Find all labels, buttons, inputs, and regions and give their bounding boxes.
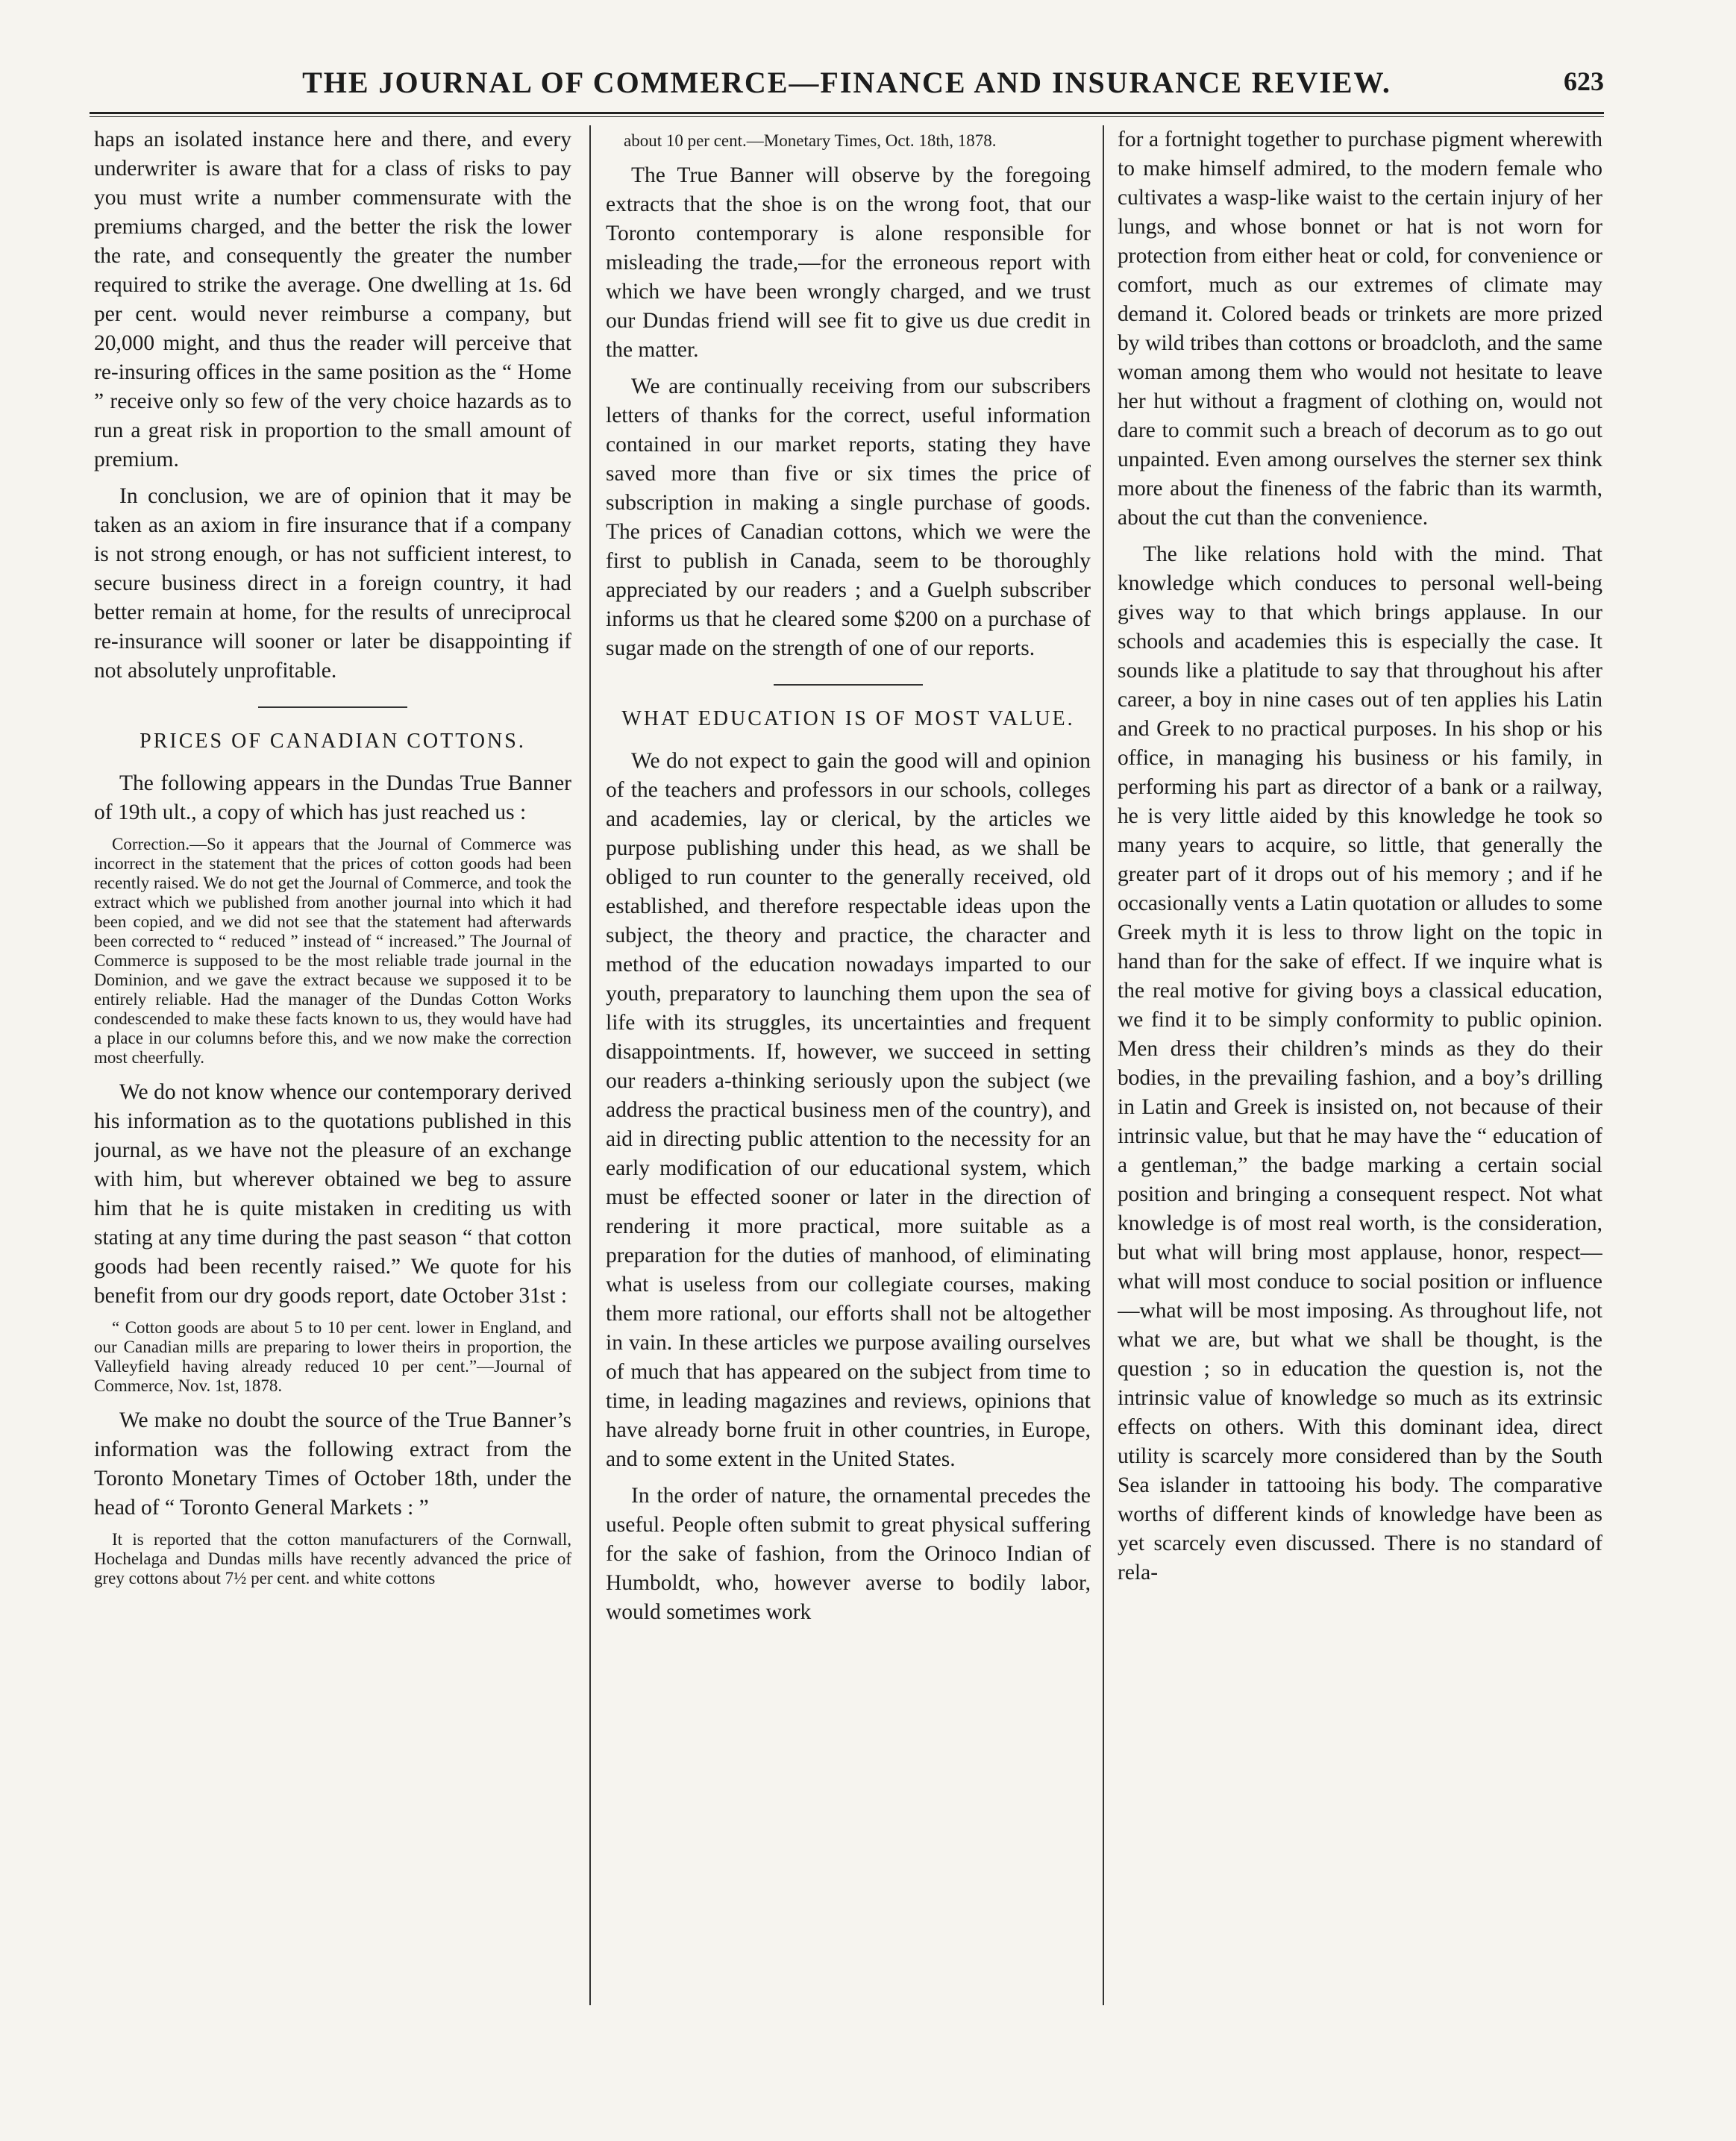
section-heading: PRICES OF CANADIAN COTTONS. xyxy=(140,730,526,753)
paragraph: The like relations hold with the mind. That knowledge which conduces to personal well-being gives way to that which brings applause. In our schools and academies this is especially the case. It sounds like a platitude to say that throughout his after career, a boy in nine cases out of ten applies his Latin and Greek to no practical purposes. In his shop or his office, in managing his business or his family, in performing his part as director of a bank or a railway, he is very little aided by this knowledge he took so many years to acquire, so little, that generally the greater part of it drops out of his memory ; and if he occasionally vents a Latin quotation or alludes to some Greek myth it is less to throw light on the topic in hand than for the sake of effect. If we inquire what is the real motive for giving boys a classical education, we find it to be simply conformity to public opinion. Men dress their children’s minds as they do their bodies, in the prevailing fashion, and a boy’s drilling in Latin and Greek is insisted on, not because of their intrinsic value, but that he may have the “ education of a gentleman,” the badge marking a certain social position and bringing a consequent respect. Not what knowledge is of most real worth, is the consideration, but what will bring most applause, honor, respect—what will most conduce to social position or influence—what will be most imposing. As throughout life, not what we are, but what we shall be thought, is the question ; so in education the question is, not the intrinsic value of knowledge so much as its extrinsic effects on others. With this dominant idea, direct utility is scarcely more considered than by the South Sea islander in tattooing his body. The comparative worths of different kinds of knowledge have been as yet scarcely even discussed. There is no standard of rela- xyxy=(1118,542,1602,1584)
column-middle xyxy=(606,125,1091,2035)
paragraph: The following appears in the Dundas True Banner of 19th ult., a copy of which has just reached us : xyxy=(94,771,571,824)
paragraph: We do not know whence our contemporary derived his information as to the quotations published in this journal, as we have not the pleasure of an exchange with him, but wherever obtained we beg to assure him that he is quite mistaken in crediting us with stating at any time during the past season “ that cotton goods had been recently raised.” We quote for his benefit from our dry goods report, date October 31st : xyxy=(94,1080,571,1308)
section-separator xyxy=(258,706,407,708)
column-divider xyxy=(1103,125,1104,2005)
header-rule-thin xyxy=(90,116,1604,117)
paragraph: The True Banner will observe by the foregoing extracts that the shoe is on the wrong foot, that our Toronto contemporary is alone responsible for misleading the trade,—for the erroneous report with which we have been wrongly charged, and we trust our Dundas friend will see fit to give us due credit in the matter. xyxy=(606,163,1091,362)
section-heading: WHAT EDUCATION IS OF MOST VALUE. xyxy=(621,707,1075,730)
header-rule xyxy=(90,112,1604,114)
column-divider xyxy=(589,125,591,2005)
journal-title: THE JOURNAL OF COMMERCE—FINANCE AND INSURANCE REVIEW. xyxy=(302,65,1391,99)
paragraph: for a fortnight together to purchase pigment wherewith to make himself admired, to the modern female who cultivates a wasp-like waist to the certain injury of her lungs, and whose bonnet or hat is not worn for protection from either heat or cold, for convenience or comfort, much as our extremes of climate may demand it. Colored beads or trinkets are more prized by wild tribes than cottons or broadcloth, and the same woman among them who would not hesitate to leave her hut without a fragment of clothing on, would not dare to commit such a breach of decorum as to go out unpainted. Even among ourselves the sterner sex think more about the fineness of the fabric than its warmth, about the cut than the convenience. xyxy=(1118,128,1602,530)
paragraph: We are continually receiving from our subscribers letters of thanks for the correct, useful information contained in our market reports, stating they have saved more than five or six times the price of subscription in making a single purchase of goods. The prices of Canadian cottons, which we were the first to publish in Canada, seem to be thoroughly appreciated by our readers ; and a Guelph subscriber informs us that he cleared some $200 on a purchase of sugar made on the strength of one of our reports. xyxy=(606,374,1091,660)
quoted-extract: It is reported that the cotton manufacturers of the Cornwall, Hochelaga and Dundas mills have recently advanced the price of grey cottons about 7½ per cent. and white cottons xyxy=(94,1530,571,1587)
column-right xyxy=(1118,125,1602,2035)
page-header xyxy=(90,52,1604,112)
quoted-extract: about 10 per cent.—Monetary Times, Oct. 18th, 1878. xyxy=(624,131,997,150)
paragraph: haps an isolated instance here and there, and every underwriter is aware that for a class of risks to pay you must write a number commensurate with the premiums charged, and the better the risk the lower the rate, and consequently the greater the number required to strike the average. One dwelling at 1s. 6d per cent. would never reimburse a company, but 20,000 might, and thus the reader will perceive that re-insuring offices in the same position as the “ Home ” receive only so few of the very choice hazards as to run a great risk in proportion to the small amount of premium. xyxy=(94,128,571,471)
paragraph: In conclusion, we are of opinion that it may be taken as an axiom in fire insurance that if a company is not strong enough, or has not sufficient interest, to secure business direct in a foreign country, it had better remain at home, for the results of unreciprocal re-insurance will sooner or later be disappointing if not absolutely unprofitable. xyxy=(94,484,571,683)
column-left xyxy=(94,125,571,2035)
paragraph: We do not expect to gain the good will and opinion of the teachers and professors in our schools, colleges and academies, lay or clerical, by the articles we purpose publishing under this head, as we shall be obliged to run counter to the generally received, old established, and therefore respectable ideas upon the subject, the theory and practice, the character and method of the education nowadays imparted to our youth, preparatory to launching them upon the sea of life with its struggles, its uncertainties and frequent disappointments. If, however, we succeed in setting our readers a-thinking seriously upon the subject (we address the practical business men of the country), and aid in directing public attention to the necessity for an early modification of our educational system, which must be effected sooner or later in the direction of rendering it more practical, more suitable as a preparation for the duties of manhood, of eliminating what is useless from our collegiate courses, making them more rational, our efforts shall not be altogether in vain. In these articles we purpose availing ourselves of much that has appeared on the subject from time to time, in leading magazines and reviews, opinions that have already borne fruit in other countries, in Europe, and to some extent in the United States. xyxy=(606,749,1091,1471)
section-separator xyxy=(774,684,923,686)
quoted-extract: “ Cotton goods are about 5 to 10 per cent. lower in England, and our Canadian mills are preparing to lower theirs in proportion, the Valleyfield having already reduced 10 per cent.”—Journal of Commerce, Nov. 1st, 1878. xyxy=(94,1318,571,1395)
quoted-correction: Correction.—So it appears that the Journal of Commerce was incorrect in the statement that the prices of cotton goods had been recently raised. We do not get the Journal of Commerce, and took the extract which we published from another journal into which it had been copied, and we did not see that the statement had afterwards been corrected to “ reduced ” instead of “ increased.” The Journal of Commerce is supposed to be the most reliable trade journal in the Dominion, and we gave the extract because we supposed it to be entirely reliable. Had the manager of the Dundas Cotton Works condescended to make these facts known to us, they would have had a place in our columns before this, and we now make the correction most cheerfully. xyxy=(94,835,571,1067)
page-number: 623 xyxy=(1564,66,1604,96)
paragraph: We make no doubt the source of the True Banner’s information was the following extract from the Toronto Monetary Times of October 18th, under the head of “ Toronto General Markets : ” xyxy=(94,1408,571,1520)
paragraph: In the order of nature, the ornamental precedes the useful. People often submit to great physical suffering for the sake of fashion, from the Orinoco Indian of Humboldt, who, however averse to bodily labor, would sometimes work xyxy=(606,1484,1091,1624)
